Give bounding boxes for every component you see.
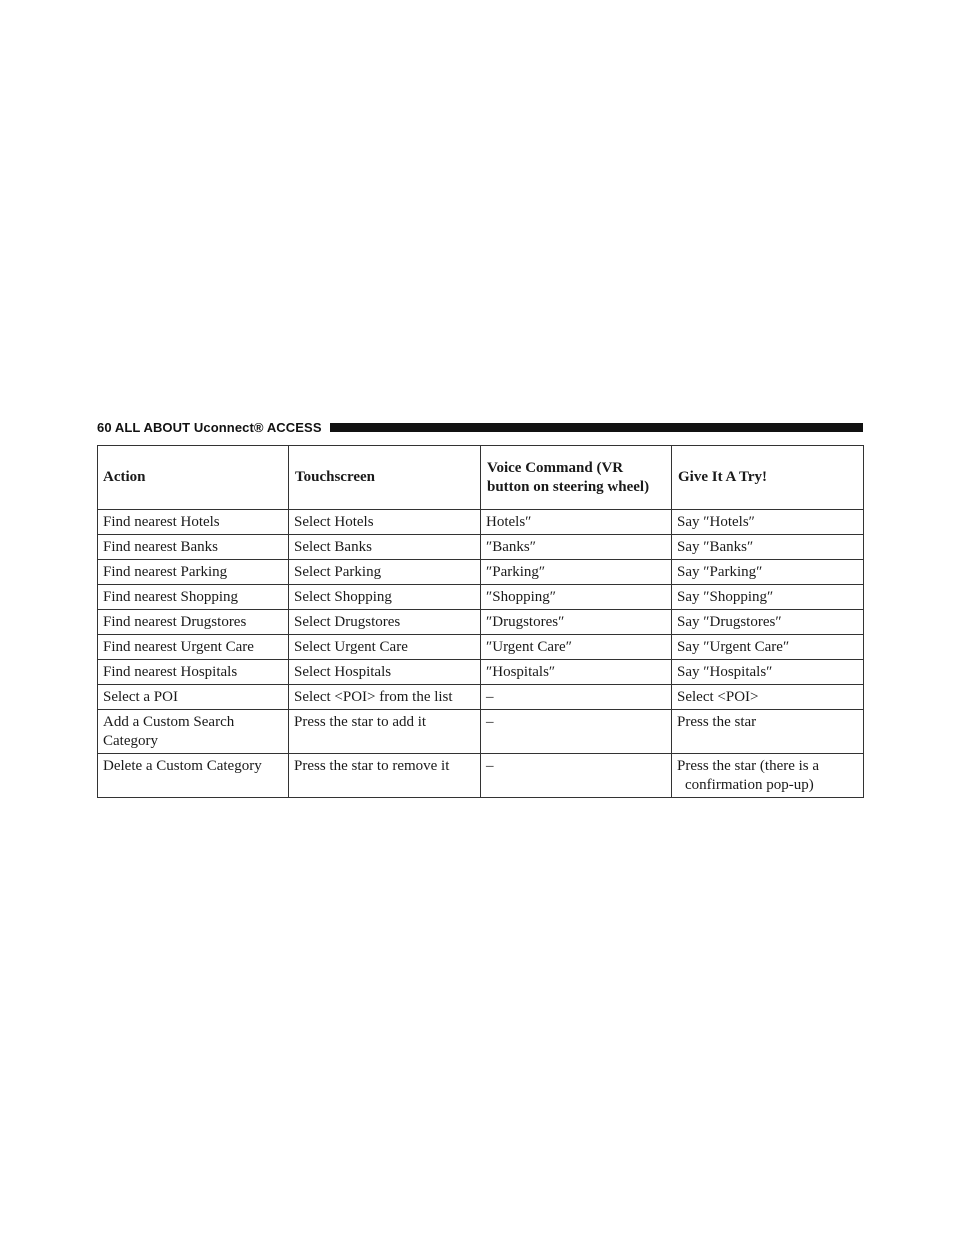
page-header-text: 60 ALL ABOUT Uconnect® ACCESS [97,419,322,435]
table-cell [672,754,864,798]
table-cell: Say ″Hotels″ [672,510,864,535]
table-cell: Select Banks [289,535,481,560]
table-cell: ″Hospitals″ [481,660,672,685]
table-cell-text: Press the star (there is a confirmation pop-up) [677,758,820,793]
table-cell: – [481,685,672,710]
table-cell: Select Drugstores [289,610,481,635]
table-cell: – [481,754,672,798]
table-row [98,535,864,560]
table-cell: Say ″Parking″ [672,560,864,585]
column-header-give-it-a-try: Give It A Try! [672,446,864,510]
table-cell: Find nearest Parking [98,560,289,585]
table-row [98,510,864,535]
table-cell: Find nearest Drugstores [98,610,289,635]
table-cell: Say ″Urgent Care″ [672,635,864,660]
table-cell: Say ″Hospitals″ [672,660,864,685]
table-row [98,660,864,685]
table-cell: Select Shopping [289,585,481,610]
table-row [98,610,864,635]
table-cell: Delete a Custom Category [98,754,289,798]
table-cell: Find nearest Hotels [98,510,289,535]
table-row [98,710,864,754]
table-cell: Find nearest Hospitals [98,660,289,685]
table-cell-text: Select <POI> from the list [294,689,453,705]
table-cell: Select a POI [98,685,289,710]
table-cell: Say ″Banks″ [672,535,864,560]
table-header-row [98,446,864,510]
table-cell: ″Parking″ [481,560,672,585]
table-cell: Say ″Shopping″ [672,585,864,610]
table-cell: Press the star [672,710,864,754]
table-cell: ″Shopping″ [481,585,672,610]
table-cell: Hotels″ [481,510,672,535]
table-cell: – [481,710,672,754]
header-rule-bar [330,423,863,432]
page-header [97,418,863,436]
table-cell: Select <POI> [672,685,864,710]
table-cell: Select Urgent Care [289,635,481,660]
table-cell: Find nearest Shopping [98,585,289,610]
table-cell: Select Parking [289,560,481,585]
column-header-voice-command: Voice Command (VR button on steering wheel) [481,446,672,510]
table-cell: Say ″Drugstores″ [672,610,864,635]
table-cell: Find nearest Banks [98,535,289,560]
table-row [98,754,864,798]
table-cell [289,685,481,710]
table-cell: ″Banks″ [481,535,672,560]
column-header-touchscreen: Touchscreen [289,446,481,510]
table-cell-text: Press the star to remove it [294,758,450,774]
table-row [98,685,864,710]
table-row [98,585,864,610]
table-cell [289,754,481,798]
table-cell: Add a Custom Search Category [98,710,289,754]
table-cell: Select Hotels [289,510,481,535]
table-cell: Find nearest Urgent Care [98,635,289,660]
table-cell: ″Drugstores″ [481,610,672,635]
table-cell: Press the star to add it [289,710,481,754]
table-cell: ″Urgent Care″ [481,635,672,660]
table-row [98,635,864,660]
poi-search-table [97,445,864,798]
column-header-action: Action [98,446,289,510]
table-cell: Select Hospitals [289,660,481,685]
table-row [98,560,864,585]
